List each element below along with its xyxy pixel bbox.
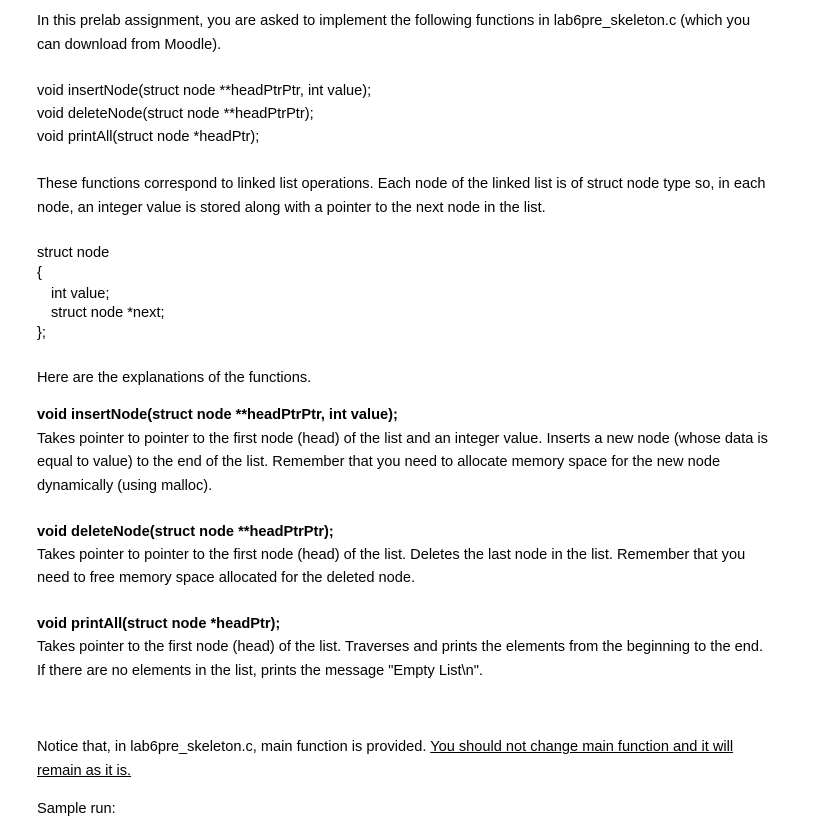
intro-line-2: can download from Moodle).: [37, 37, 222, 53]
insert-desc-line-3: dynamically (using malloc).: [37, 478, 213, 494]
struct-field-value: int value;: [51, 286, 110, 302]
explanations-intro: Here are the explanations of the functions.: [37, 370, 312, 386]
description-line-2: node, an integer value is stored along with a pointer to the next node in the list.: [37, 200, 546, 216]
notice-prefix: Notice that, in lab6pre_skeleton.c, main function is provided.: [37, 739, 431, 755]
notice-line-1: [37, 737, 733, 757]
description-line-1: These functions correspond to linked list operations. Each node of the linked list is of struct node type so, in each: [37, 176, 766, 192]
printall-signature: void printAll(struct node *headPtr);: [37, 616, 281, 632]
printall-desc-line-1: Takes pointer to the first node (head) of the list. Traverses and prints the elements from the beginning to the end.: [37, 639, 764, 655]
printall-desc-line-2: If there are no elements in the list, prints the message "Empty List\n".: [37, 663, 483, 679]
sample-run-label: Sample run:: [37, 801, 116, 817]
delete-desc-line-2: need to free memory space allocated for the deleted node.: [37, 570, 416, 586]
notice-underlined-1: You should not change main function and it will: [430, 739, 734, 755]
struct-field-next: struct node *next;: [51, 305, 165, 321]
delete-desc-line-1: Takes pointer to pointer to the first node (head) of the list. Deletes the last node in the list. Remember that you: [37, 547, 746, 563]
insert-desc-line-1: Takes pointer to pointer to the first node (head) of the list and an integer value. Inserts a new node (whose data is: [37, 431, 768, 447]
intro-line-1: In this prelab assignment, you are asked to implement the following functions in lab6pre_skeleton.c (which you: [37, 13, 751, 29]
prototype-printall: void printAll(struct node *headPtr);: [37, 129, 260, 145]
delete-signature: void deleteNode(struct node **headPtrPtr);: [37, 524, 334, 540]
notice-underlined-2: remain as it is.: [37, 763, 132, 779]
insert-signature: void insertNode(struct node **headPtrPtr, int value);: [37, 407, 398, 423]
struct-open-brace: {: [37, 265, 42, 281]
struct-close-brace: };: [37, 325, 46, 341]
prototype-delete: void deleteNode(struct node **headPtrPtr);: [37, 106, 314, 122]
prototype-insert: void insertNode(struct node **headPtrPtr, int value);: [37, 83, 372, 99]
struct-head: struct node: [37, 245, 110, 261]
insert-desc-line-2: equal to value) to the end of the list. Remember that you need to allocate memory space for the new node: [37, 454, 721, 470]
